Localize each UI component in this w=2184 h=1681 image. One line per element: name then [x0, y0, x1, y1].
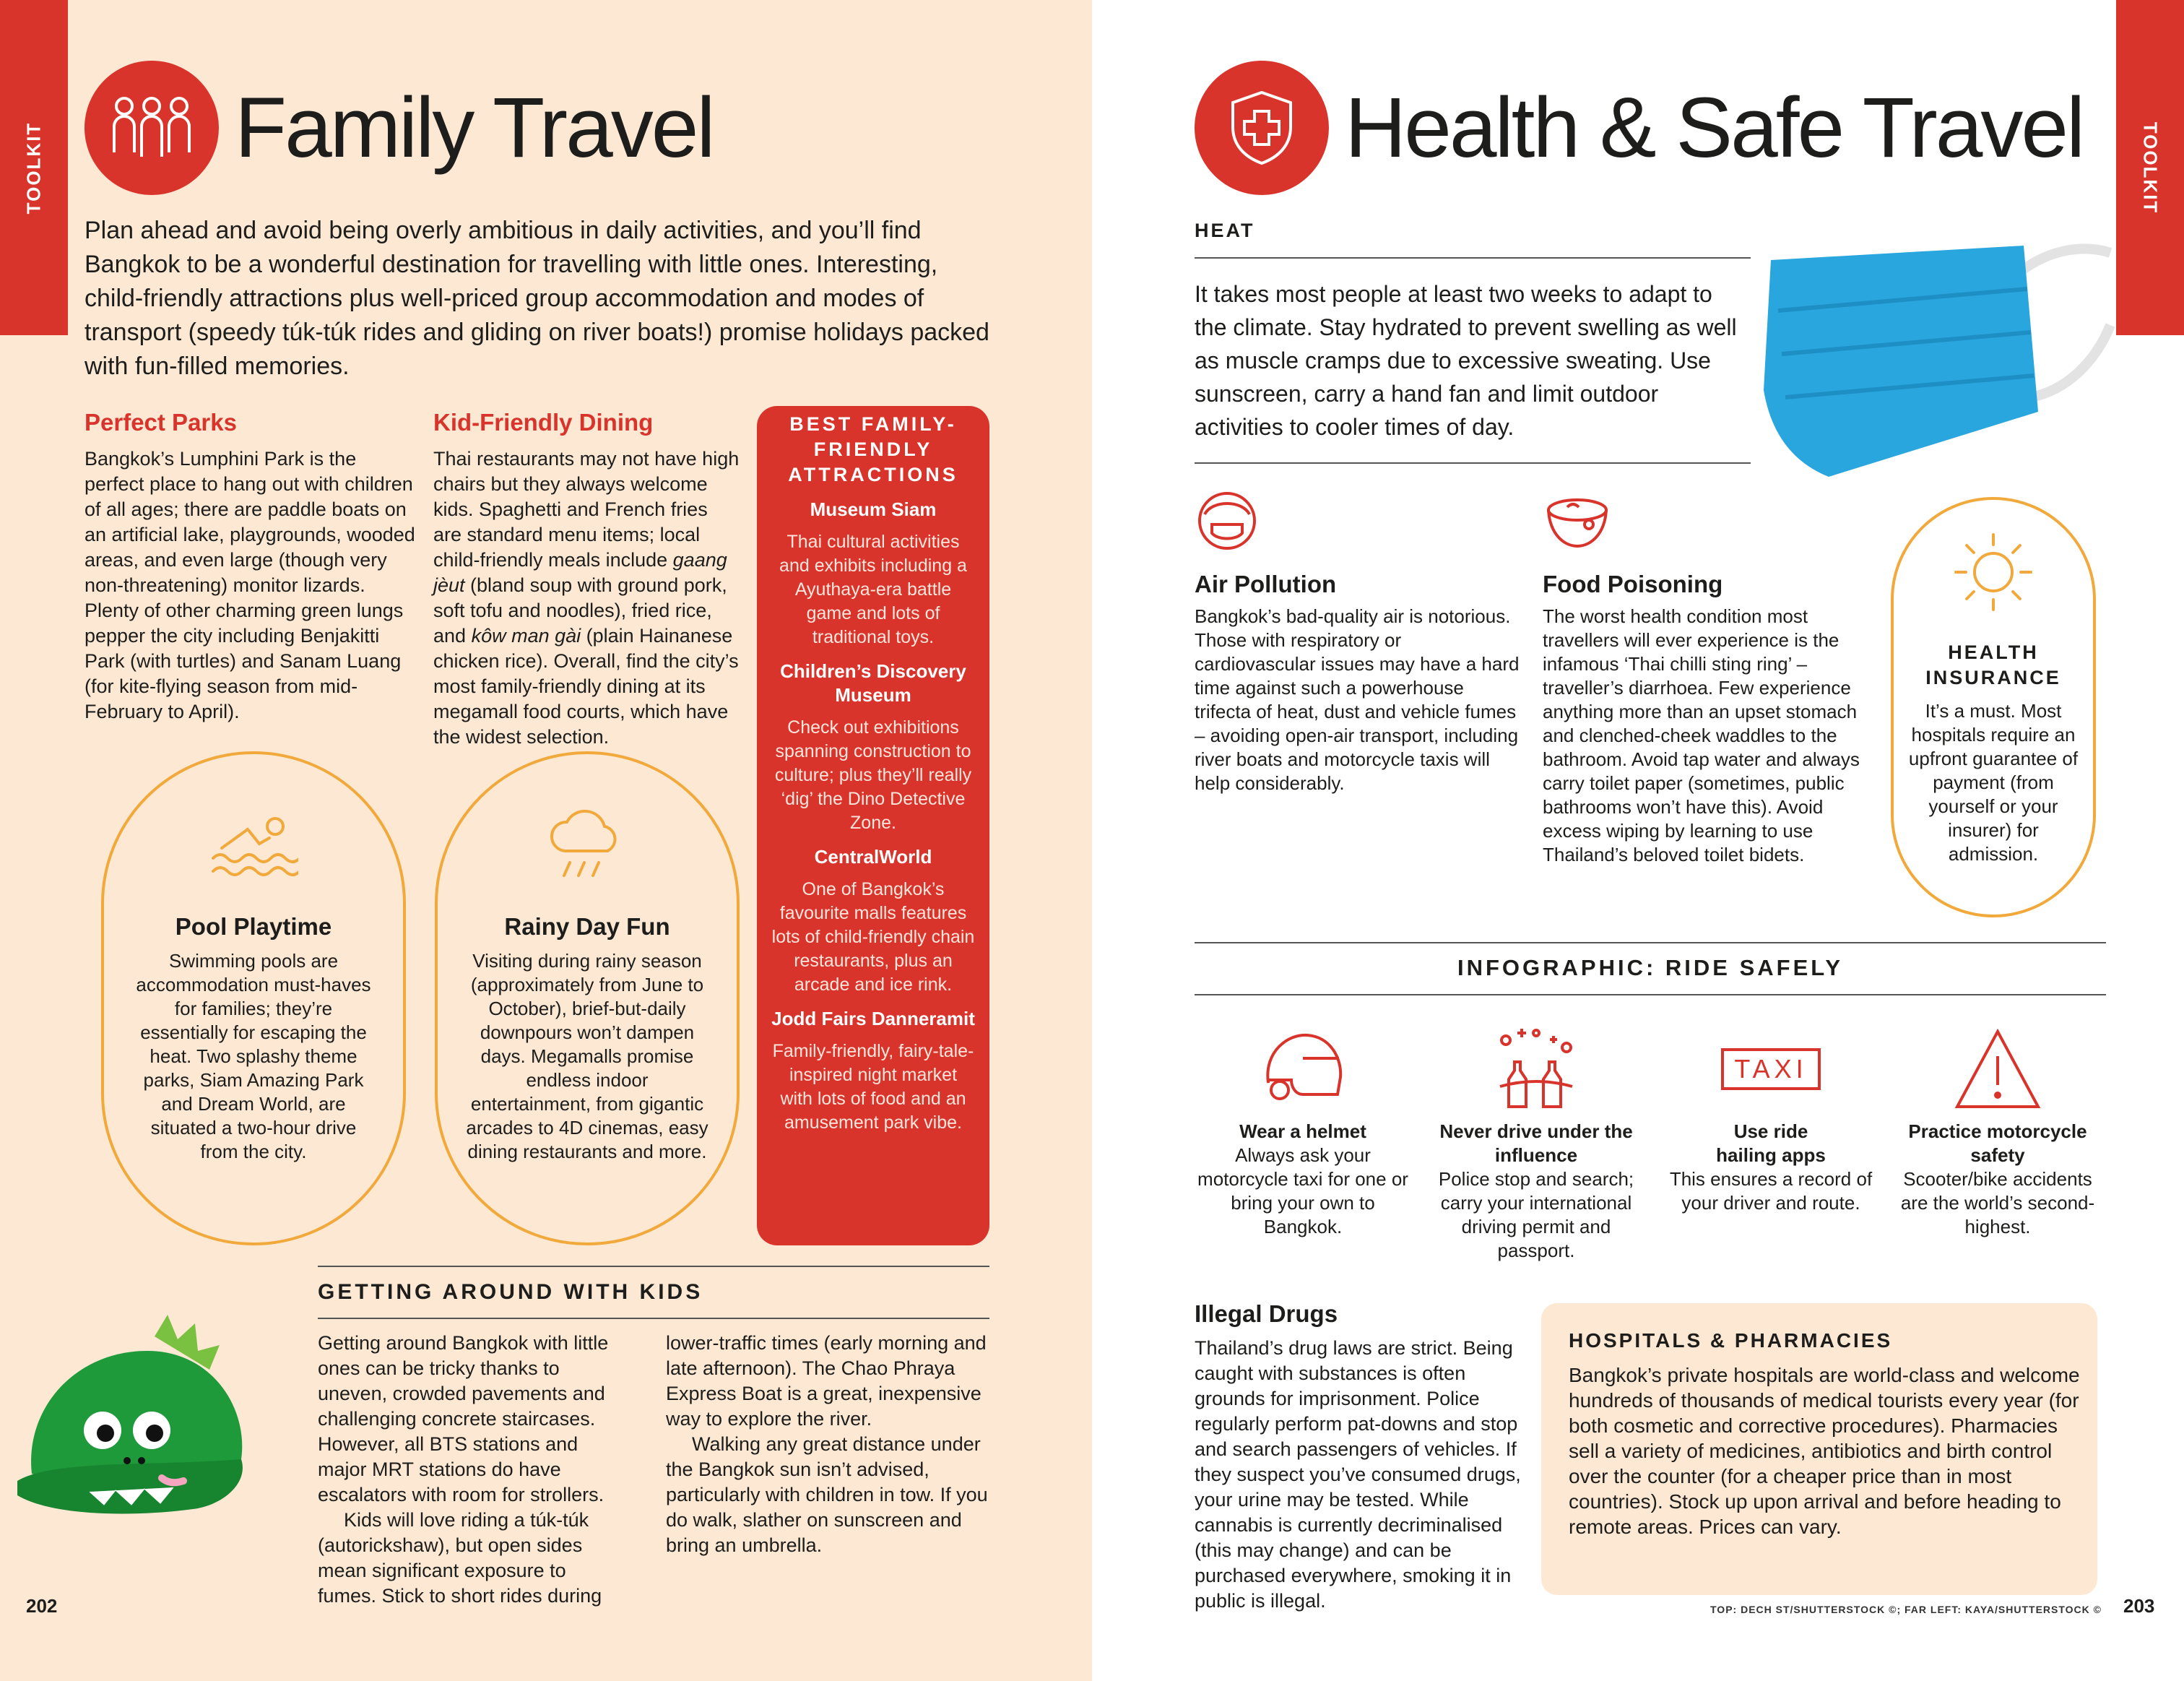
family-icon [84, 61, 219, 195]
illegal-drugs-section [1195, 1302, 1534, 1614]
divider [318, 1318, 989, 1319]
ride-safely-heading: INFOGRAPHIC: RIDE SAFELY [1457, 955, 1844, 980]
shield-cross-icon [1195, 61, 1329, 195]
food-poisoning-title: Food Poisoning [1543, 571, 1723, 597]
attraction-name: CentralWorld [814, 846, 932, 868]
attraction-name: Jodd Fairs Danneramit [771, 1008, 975, 1029]
ride-item-influence [1428, 1019, 1644, 1263]
face-mask-person-icon [1195, 488, 1260, 557]
swimmer-icon [209, 811, 298, 883]
illegal-drugs-title: Illegal Drugs [1195, 1300, 1338, 1327]
divider [318, 1266, 989, 1267]
rain-cloud-icon [544, 803, 630, 886]
hospitals-heading: HOSPITALS & PHARMACIES [1569, 1329, 1893, 1352]
attraction-desc: Check out exhibitions spanning construction to culture; plus they’ll really ‘dig’ the Dino Detective Zone. [774, 717, 972, 833]
pool-playtime-title: Pool Playtime [175, 913, 332, 940]
hospitals-pharmacies-box [1541, 1303, 2097, 1595]
hospitals-body: Bangkok’s private hospitals are world-class and welcome hundreds of thousands of medical tourists every year (for both cosmetic and corrective procedures). Pharmacies sell a variety of medicines, antibiotics and birth control over the counter (for a cheaper price than in most countries). Stock up upon arrival and before heading to remote areas. Prices can vary. [1569, 1364, 2080, 1538]
rainy-day-fun-card [435, 751, 740, 1245]
face-mask-image [1742, 231, 2118, 509]
ride-item-helmet [1195, 1019, 1411, 1239]
kid-friendly-dining-title: Kid-Friendly Dining [433, 409, 654, 436]
page-title-health-travel: Health & Safe Travel [1345, 80, 2084, 176]
attraction-desc: Thai cultural activities and exhibits including a Ayuthaya-era battle game and lots of traditional toys. [779, 532, 967, 647]
food-poisoning-body: The worst health condition most travellers will ever experience is the infamous ‘Thai chilli sting ring’ – traveller’s diarrhoea. Few experience anything more than an upset stomach and clenched-cheek waddles to the bathroom. Avoid tap water and always carry toilet paper (sometimes, public bathrooms won’t have this). Avoid excess wiping by learning to use Thailand’s beloved toilet bidets. [1543, 605, 1860, 865]
page-title-family-travel: Family Travel [235, 80, 714, 176]
taxi-sign-icon: TAXI [1663, 1019, 1879, 1120]
attractions-heading: BEST FAMILY-FRIENDLY ATTRACTIONS [788, 413, 958, 485]
ride-item-desc: Police stop and search; carry your international driving permit and passport. [1438, 1168, 1634, 1261]
divider [1195, 942, 2106, 943]
ride-item-desc: Always ask your motorcycle taxi for one or bring your own to Bangkok. [1197, 1144, 1408, 1237]
heat-heading: HEAT [1195, 220, 1255, 241]
best-attractions-panel [757, 406, 989, 1245]
ride-item-label: Use ride hailing apps [1716, 1120, 1826, 1166]
kid-friendly-dining-body: Thai restaurants may not have high chairs but they always welcome kids. Spaghetti and French fries are standard menu items; local child-friendly meals include gaang jèut (bland soup with ground pork, soft tofu and noodles), fried rice, and kôw man gài (plain Hainanese chicken rice). Overall, find the city’s most family-friendly dining at its megamall food courts, which have the widest selection. [433, 448, 740, 748]
getting-around-heading: GETTING AROUND WITH KIDS [318, 1280, 703, 1304]
page-number-left: 202 [26, 1595, 58, 1617]
ride-item-label: Wear a helmet [1239, 1120, 1366, 1142]
attraction-name: Museum Siam [810, 498, 937, 520]
pool-playtime-card [101, 751, 406, 1245]
family-travel-header [84, 61, 714, 195]
heat-body: It takes most people at least two weeks to adapt to the climate. Stay hydrated to prevent swelling as well as muscle cramps due to excessive sweating. Use sunscreen, carry a hand fan and limit outdoor activities to cooler times of day. [1195, 281, 1737, 440]
perfect-parks-title: Perfect Parks [84, 409, 237, 436]
ride-item-apps [1663, 1019, 1879, 1215]
photo-credit: TOP: DECH ST/SHUTTERSTOCK ©; FAR LEFT: KAYA/SHUTTERSTOCK © [1710, 1604, 2102, 1615]
perfect-parks-body: Bangkok’s Lumphini Park is the perfect place to hang out with children of all ages; there are paddle boats on an artificial lake, playgrounds, wooded areas, and even large (though very non-threatening) monitor lizards. Plenty of other charming green lungs pepper the city including Benjakitti Park (with turtles) and Sanam Luang (for kite-flying season from mid-February to April). [84, 448, 415, 722]
dinosaur-cap-image [10, 1308, 285, 1542]
rainy-day-fun-body: Visiting during rainy season (approximately from June to October), brief-but-daily downpours won’t dampen days. Megamalls promise endless indoor entertainment, from gigantic arcades to 4D cinemas, easy dining restaurants and more. [466, 950, 708, 1162]
ride-item-label: Practice motorcycle safety [1908, 1120, 2087, 1166]
health-insurance-title: HEALTH INSURANCE [1925, 641, 2061, 688]
ride-item-desc: Scooter/bike accidents are the world’s second-highest. [1900, 1168, 2095, 1237]
air-pollution-section [1195, 572, 1523, 795]
air-pollution-title: Air Pollution [1195, 571, 1337, 597]
ride-item-motorcycle [1889, 1019, 2106, 1239]
getting-around-col2: lower-traffic times (early morning and late afternoon). The Chao Phraya Express Boat is a great, inexpensive way to explore the river. Walking any great distance under the Bangkok sun isn’t advised, particularly with children in tow. If you do walk, slather on sunscreen and bring an umbrella. [666, 1332, 988, 1556]
rainy-day-fun-title: Rainy Day Fun [504, 913, 670, 940]
divider [1195, 994, 2106, 995]
illegal-drugs-body: Thailand’s drug laws are strict. Being caught with substances is often grounds for imprisonment. Police regularly perform pat-downs and stop and search passengers of vehicles. If they suspect you’ve consumed drugs, your urine may be tested. While cannabis is currently decriminalised (this may change) and can be purchased everywhere, smoking it in public is illegal. [1195, 1337, 1521, 1612]
right-page [1092, 0, 2184, 1681]
air-pollution-body: Bangkok’s bad-quality air is notorious. Those with respiratory or cardiovascular issues may have a hard time against such a powerhouse trifecta of heat, dust and vehicle fumes – avoiding open-air transport, including river boats and motorcycle taxis will help considerably. [1195, 605, 1520, 794]
divider [1195, 257, 1751, 259]
toolkit-tab-left: TOOLKIT [0, 0, 68, 335]
drinks-icon [1428, 1019, 1644, 1120]
pool-playtime-body: Swimming pools are accommodation must-haves for families; they’re essentially for escaping the heat. Two splashy theme parks, Siam Amazing Park and Dream World, are situated a two-hour drive from the city. [136, 950, 371, 1162]
attraction-desc: One of Bangkok’s favourite malls features lots of child-friendly chain restaurants, plus an arcade and ice rink. [771, 879, 975, 995]
soup-bowl-icon [1543, 488, 1612, 557]
attraction-desc: Family-friendly, fairy-tale-inspired night market with lots of food and an amusement park vibe. [772, 1041, 974, 1133]
warning-triangle-icon [1889, 1019, 2106, 1120]
divider [1195, 462, 1751, 464]
ride-item-label: Never drive under the influence [1439, 1120, 1633, 1166]
helmet-icon [1195, 1019, 1411, 1120]
health-travel-header [1195, 61, 2083, 195]
family-intro: Plan ahead and avoid being overly ambitious in daily activities, and you’ll find Bangkok to be a wonderful destination for travelling with little ones. Interesting, child-friendly attractions plus well-priced group accommodation and modes of transport (speedy túk-túk rides and gliding on river boats!) promise holidays packed with fun-filled memories. [84, 217, 989, 380]
page-number-right: 203 [2123, 1595, 2155, 1617]
ride-item-desc: This ensures a record of your driver and route. [1669, 1168, 1873, 1214]
toolkit-tab-right: TOOLKIT [2116, 0, 2184, 335]
sun-icon [1950, 529, 2037, 619]
health-insurance-card [1891, 497, 2096, 917]
health-insurance-body: It’s a must. Most hospitals require an upfront guarantee of payment (from yourself or your insurer) for admission. [1908, 700, 2079, 865]
getting-around-col1: Getting around Bangkok with little ones can be tricky thanks to uneven, crowded pavements and challenging concrete staircases. However, all BTS stations and major MRT stations do have escalators with room for strollers. Kids will love riding a túk-túk (autorickshaw), but open sides mean significant exposure to fumes. Stick to short rides during [318, 1332, 609, 1607]
attraction-name: Children’s Discovery Museum [780, 660, 966, 706]
food-poisoning-section [1543, 572, 1882, 867]
